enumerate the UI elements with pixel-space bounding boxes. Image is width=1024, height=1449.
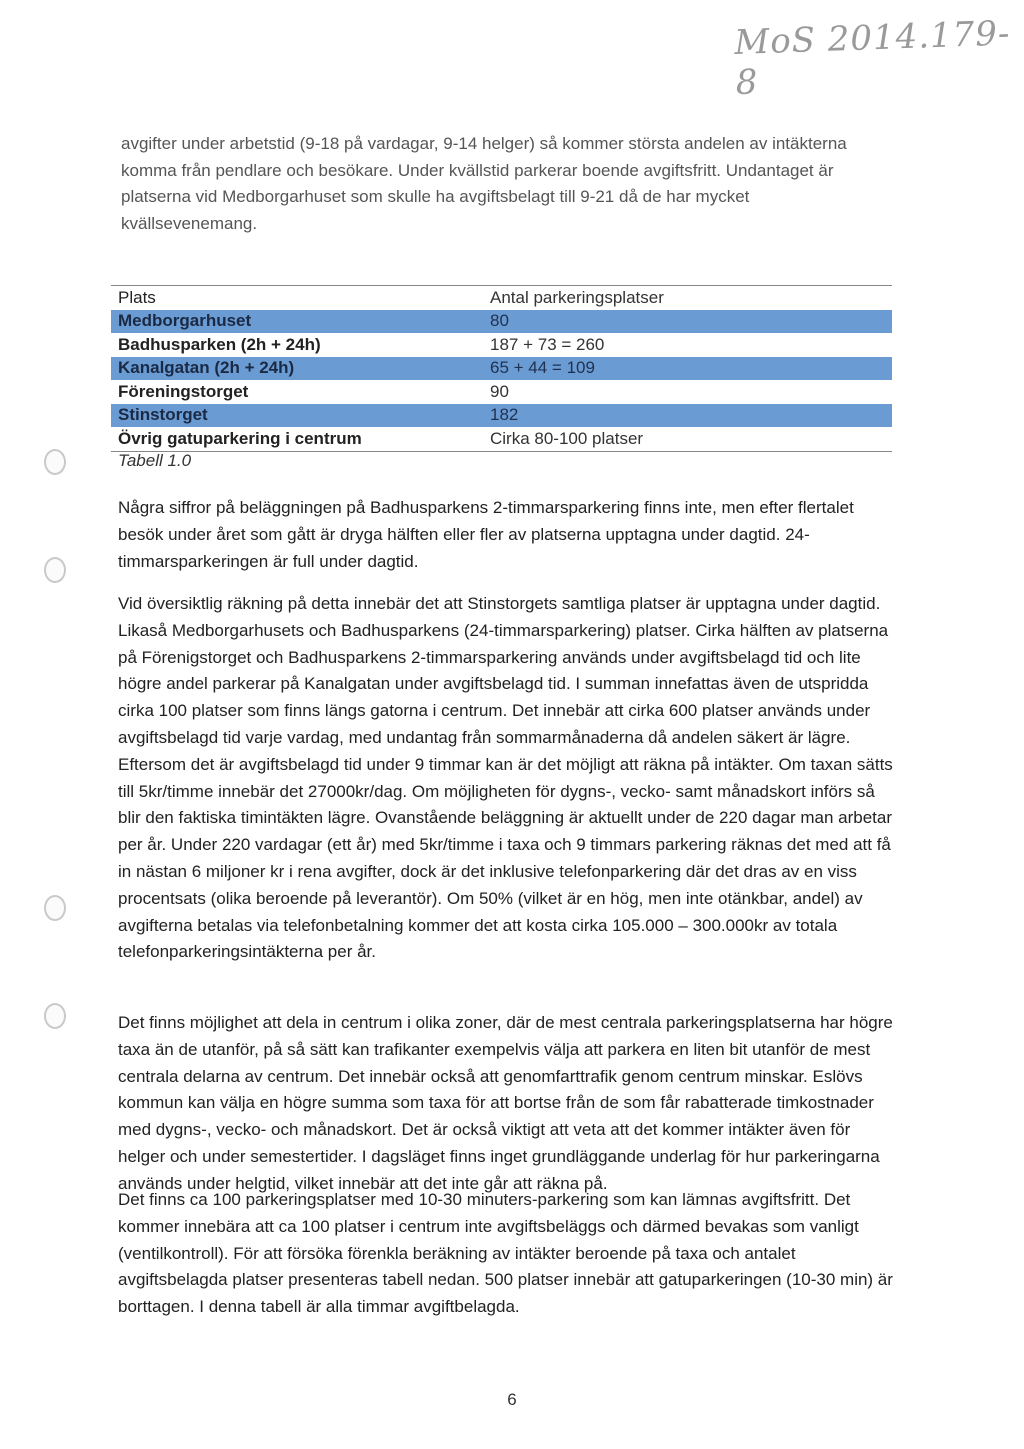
cell-count: 80 — [490, 311, 509, 331]
table-caption: Tabell 1.0 — [118, 451, 192, 470]
intro-paragraph: avgifter under arbetstid (9-18 på vardagar, 9-14 helger) så kommer största andelen av intäkterna komma från pendlare och besökare. Under kvällstid parkerar boende avgiftsfritt. Undantaget är platserna vid Medborgarhuset som skulle ha avgiftsbelagt till 9-21 då de har mycket kvällsevenemang. — [121, 134, 847, 233]
cell-count: 182 — [490, 405, 519, 425]
cell-count: Cirka 80-100 platser — [490, 428, 644, 448]
cell-place: Stinstorget — [118, 405, 208, 425]
table-row — [111, 333, 892, 357]
cell-place: Kanalgatan (2h + 24h) — [118, 358, 295, 378]
page-number: 6 — [507, 1390, 517, 1409]
table-row — [111, 310, 892, 334]
cell-place: Medborgarhuset — [118, 311, 252, 331]
cell-place: Föreningstorget — [118, 381, 249, 401]
punch-hole-icon — [44, 449, 66, 475]
handwritten-stamp: MoS 2014.179-8 — [733, 13, 1012, 104]
paragraph-zones: Det finns möjlighet att dela in centrum i olika zoner, där de mest centrala parkeringsplatserna har högre taxa än de utanför, på så sätt kan trafikanter exempelvis välja att parkera en liten bit utanför de mest centrala delarna av centrum. Det innebär också att genomfarttrafik genom centrum minskar. Eslövs kommun kan välja en högre summa som taxa för att bortse från de som får rabatterade timkostnader med dygns-, vecko- och månadskort. Det är också viktigt att veta att det kommer intäkter även för helger och under semestertider. I dagsläget finns inget grundläggande underlag för hur parkeringarna används under helgtid, vilket innebär att det inte går att räkna på. — [118, 1013, 893, 1193]
punch-hole-icon — [44, 557, 66, 583]
parking-table — [111, 285, 892, 452]
punch-hole-icon — [44, 1003, 66, 1029]
paragraph-occupancy: Några siffror på beläggningen på Badhusparkens 2-timmarsparkering finns inte, men efter flertalet besök under året som gått är dryga hälften eller fler av platserna upptagna under dagtid. 24-timmarsparkeringen är full under dagtid. — [118, 498, 854, 571]
table-header-row — [111, 286, 892, 310]
header-count: Antal parkeringsplatser — [490, 287, 664, 307]
cell-count: 65 + 44 = 109 — [490, 358, 595, 378]
cell-count: 90 — [490, 381, 509, 401]
cell-place: Badhusparken (2h + 24h) — [118, 334, 321, 354]
table-row — [111, 380, 892, 404]
cell-place: Övrig gatuparkering i centrum — [118, 428, 362, 448]
cell-count: 187 + 73 = 260 — [490, 334, 605, 354]
paragraph-free-parking: Det finns ca 100 parkeringsplatser med 10-30 minuters-parkering som kan lämnas avgiftsfritt. Det kommer innebära att ca 100 platser i centrum inte avgiftsbeläggs och därmed bevakas som vanligt (ventilkontroll). För att försöka förenkla beräkning av intäkter beroende på taxa och antalet avgiftsbelagda platser presenteras tabell nedan. 500 platser innebär att gatuparkeringen (10-30 min) är borttagen. I denna tabell är alla timmar avgiftbelagda. — [118, 1190, 893, 1317]
table-row — [111, 357, 892, 381]
header-place: Plats — [118, 287, 156, 307]
table-row — [111, 427, 892, 451]
punch-hole-icon — [44, 895, 66, 921]
table-row — [111, 404, 892, 428]
paragraph-calculation: Vid översiktlig räkning på detta innebär det att Stinstorgets samtliga platser är upptagna under dagtid. Likaså Medborgarhusets och Badhusparkens (24-timmarsparkering) platser. Cirka hälften av platserna på Förenigstorget och Badhusparkens 2-timmarsparkering används under avgiftsbelagd tid och lite högre andel parkerar på Kanalgatan under avgiftsbelagd tid. I summan innefattas även de utspridda cirka 100 platser som finns längs gatorna i centrum. Det innebär att cirka 600 platser används under avgiftsbelagd tid varje vardag, med undantag från sommarmånaderna då andelen säkert är lägre. Eftersom det är avgiftsbelagd tid under 9 timmar kan är det möjligt att räkna på intäkter. Om taxan sätts till 5kr/timme innebär det 27000kr/dag. Om möjligheten för dygns-, vecko- samt månadskort införs så blir den faktiska timintäkten lägre. Ovanstående beläggning är aktuellt under de 220 dagar man arbetar per år. Under 220 vardagar (ett år) med 5kr/timme i taxa och 9 timmars parkering räknas det med att få in nästan 6 miljoner kr i rena avgifter, dock är det inklusive telefonparkering där det dras av en viss procentsats (olika beroende på leverantör). Om 50% (vilket är en hög, men inte otänkbar, andel) av avgifterna betalas via telefonbetalning kommer det att kosta cirka 105.000 – 300.000kr av totala telefonparkeringsintäkterna per år. — [118, 594, 893, 962]
